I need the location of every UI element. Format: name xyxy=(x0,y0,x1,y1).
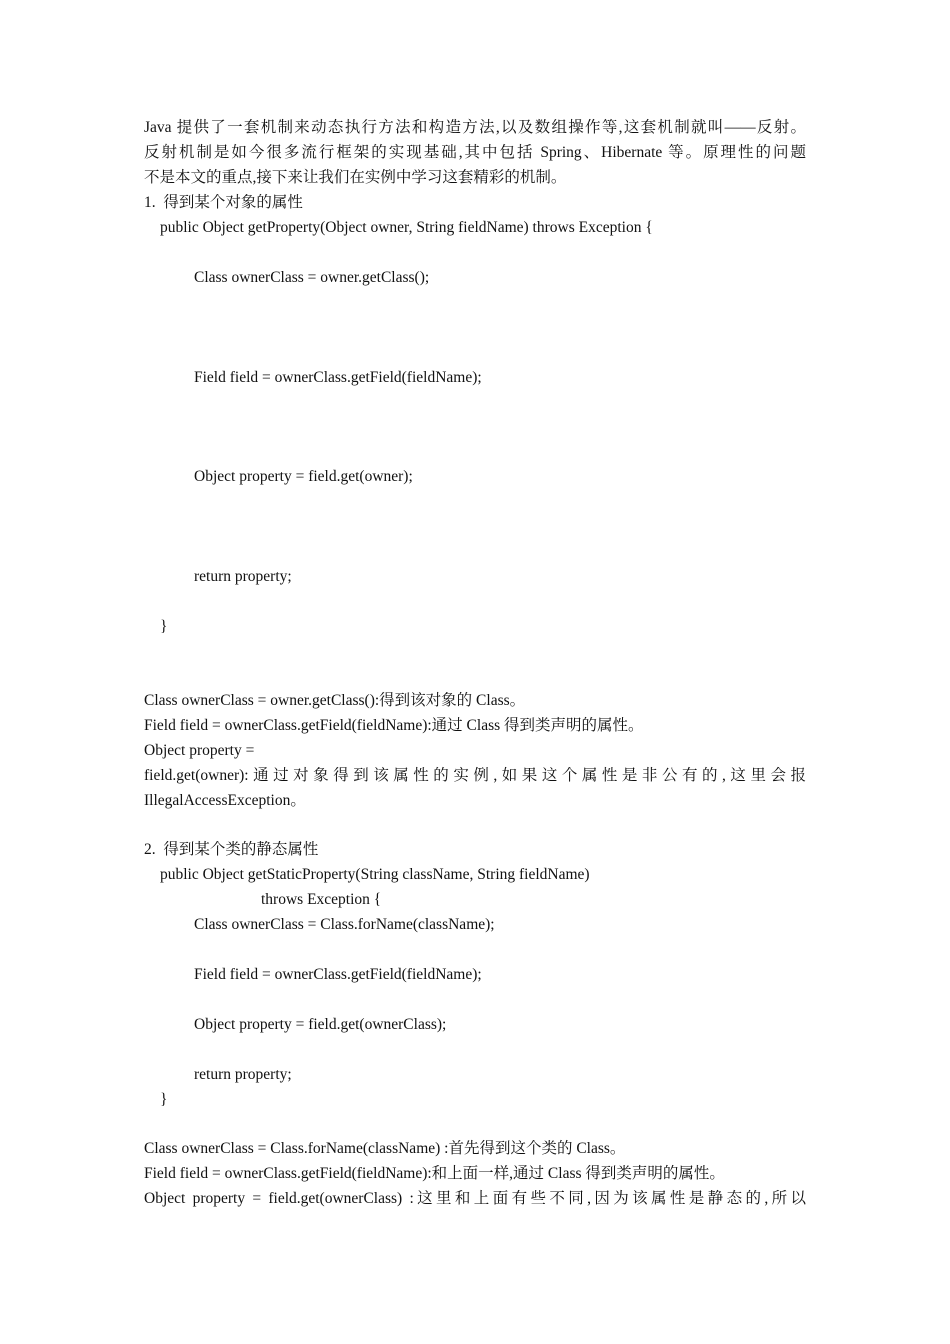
intro-line-3: 不是本文的重点,接下来让我们在实例中学习这套精彩的机制。 xyxy=(144,169,567,186)
explanation-line: IllegalAccessException。 xyxy=(144,792,306,809)
code-line: Object property = field.get(ownerClass); xyxy=(194,1016,447,1033)
explanation-line: Field field = ownerClass.getField(fieldName):通过 Class 得到类声明的属性。 xyxy=(144,717,644,734)
explanation-line: Object property = xyxy=(144,742,255,759)
code-closing-brace: } xyxy=(160,1091,168,1108)
section-1-heading: 1. 得到某个对象的属性 xyxy=(144,194,303,211)
code-line: return property; xyxy=(194,1066,292,1083)
explanation-line: Class ownerClass = owner.getClass():得到该对象的 Class。 xyxy=(144,692,526,709)
code-signature: public Object getProperty(Object owner, String fieldName) throws Exception { xyxy=(160,219,653,236)
intro-line-2: 反射机制是如今很多流行框架的实现基础,其中包括 Spring、Hibernate 等。原理性的问题 xyxy=(144,144,806,161)
section-2-heading: 2. 得到某个类的静态属性 xyxy=(144,841,319,858)
explanation-line: field.get(owner):通过对象得到该属性的实例,如果这个属性是非公有的,这里会报 xyxy=(144,767,806,784)
code-line: Field field = ownerClass.getField(fieldName); xyxy=(194,966,482,983)
code-line: Class ownerClass = owner.getClass(); xyxy=(194,269,430,286)
code-line: Class ownerClass = Class.forName(className); xyxy=(194,916,495,933)
code-line: Object property = field.get(owner); xyxy=(194,468,413,485)
code-line: return property; xyxy=(194,568,292,585)
explanation-line: Object property = field.get(ownerClass) :这里和上面有些不同,因为该属性是静态的,所以 xyxy=(144,1190,806,1207)
code-line: Field field = ownerClass.getField(fieldName); xyxy=(194,369,482,386)
code-throws-clause: throws Exception { xyxy=(261,891,382,908)
explanation-line: Field field = ownerClass.getField(fieldName):和上面一样,通过 Class 得到类声明的属性。 xyxy=(144,1165,725,1182)
intro-line-1: Java 提供了一套机制来动态执行方法和构造方法,以及数组操作等,这套机制就叫——反射。 xyxy=(144,119,806,136)
explanation-line: Class ownerClass = Class.forName(className) :首先得到这个类的 Class。 xyxy=(144,1140,626,1157)
code-closing-brace: } xyxy=(160,618,168,635)
code-signature: public Object getStaticProperty(String className, String fieldName) xyxy=(160,866,590,883)
